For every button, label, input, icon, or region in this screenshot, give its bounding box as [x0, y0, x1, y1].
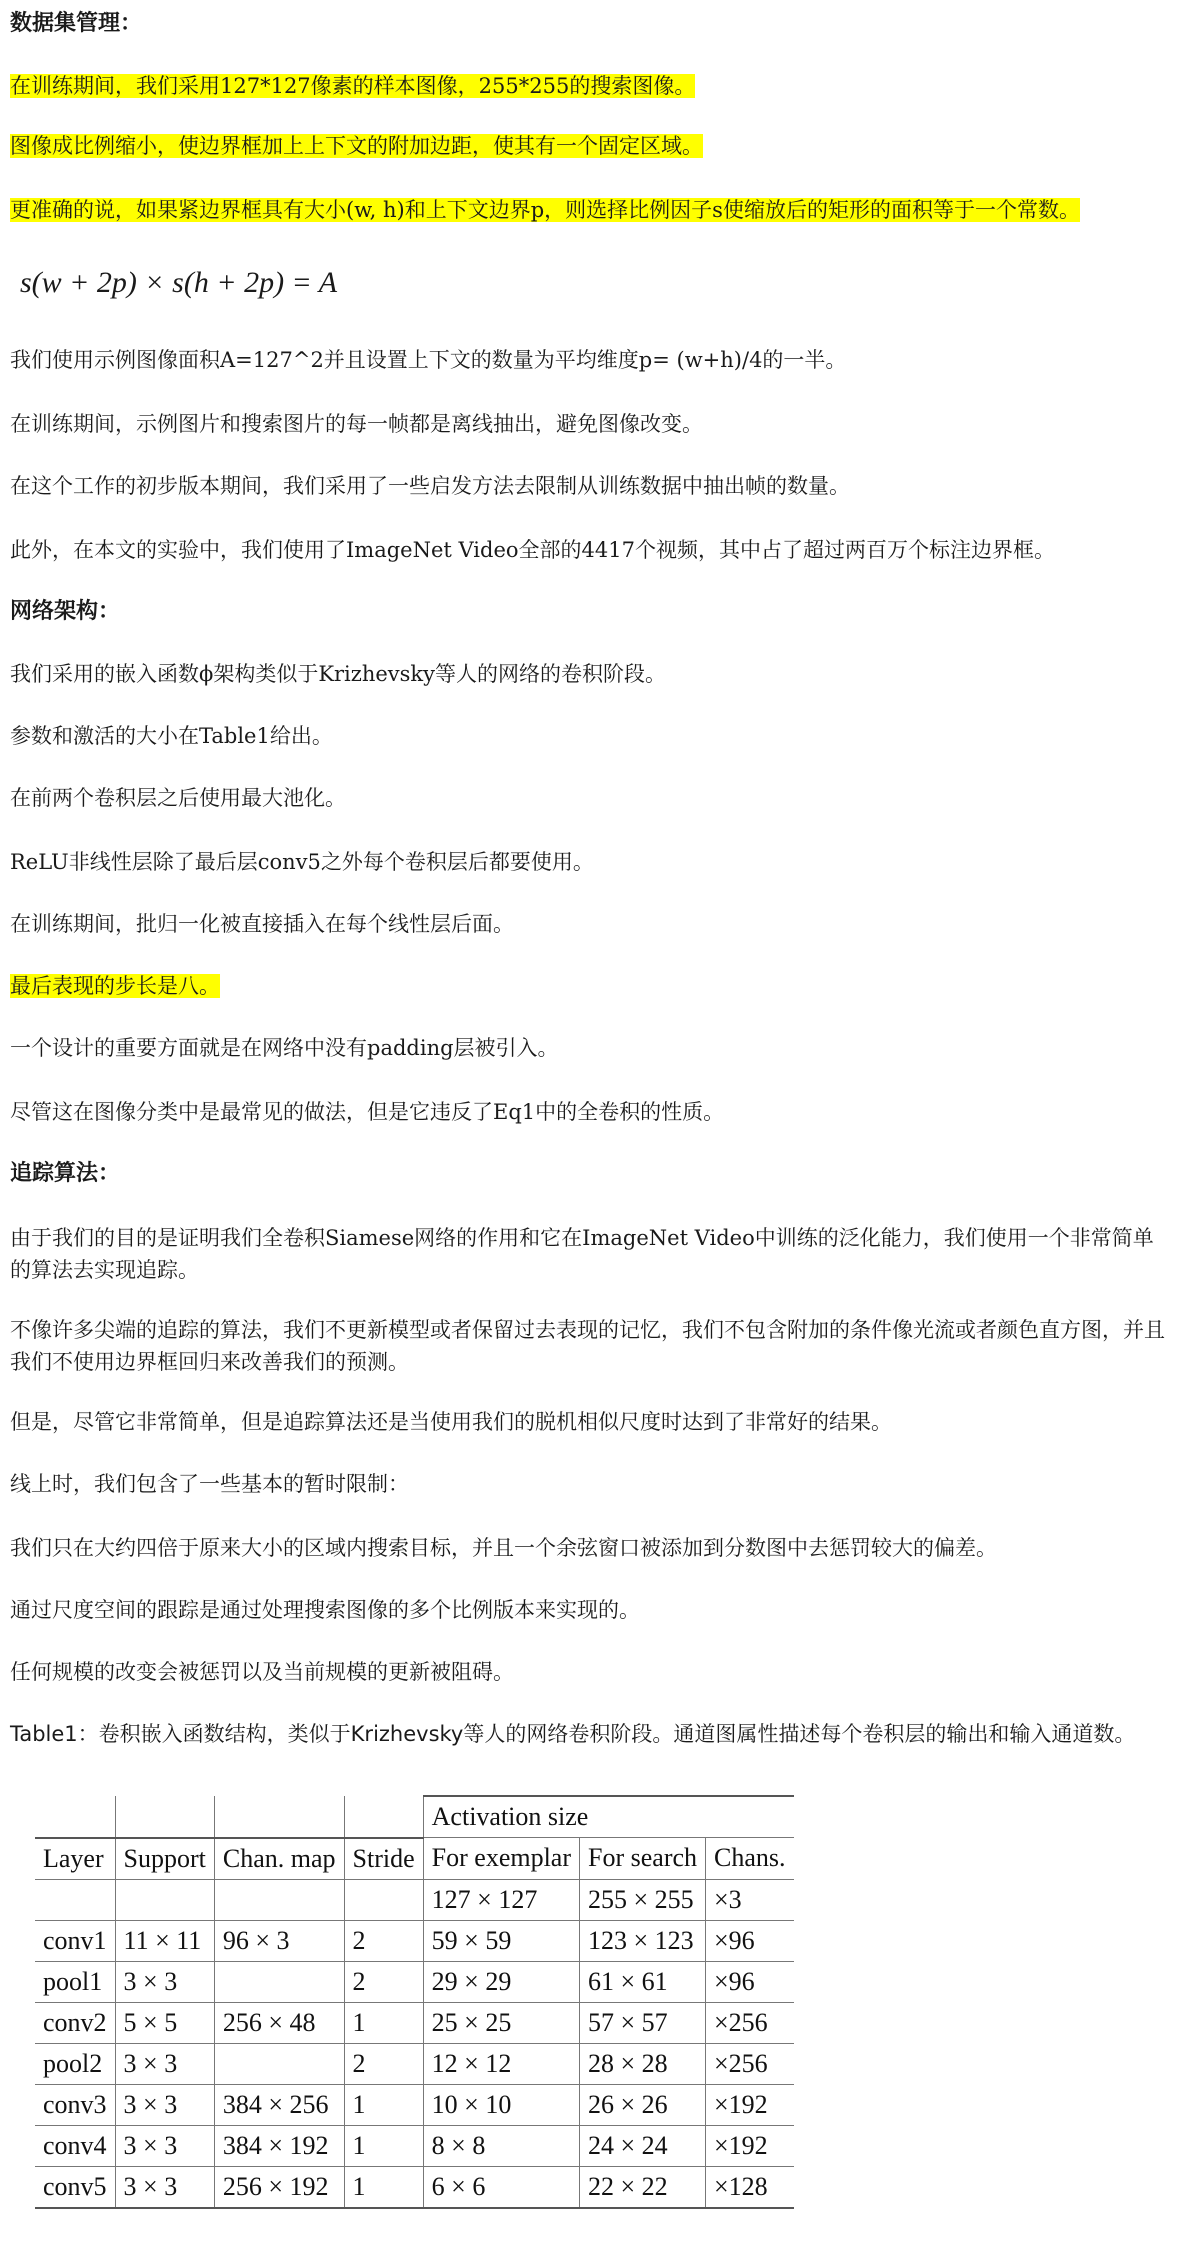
- table-row: [35, 2084, 794, 2125]
- paragraph: 在训练期间，示例图片和搜索图片的每一帧都是离线抽出，避免图像改变。: [10, 412, 703, 436]
- highlighted-text: 更准确的说，如果紧边界框具有大小(w, h)和上下文边界p，则选择比例因子s使缩放后的矩形的面积等于一个常数。: [10, 198, 1080, 222]
- layer-structure-table: [35, 1795, 794, 2209]
- column-header: Chan. map: [214, 1838, 344, 1880]
- paragraph: 在前两个卷积层之后使用最大池化。: [10, 786, 346, 810]
- table-cell: ×128: [706, 2166, 794, 2208]
- table-caption: Table1：卷积嵌入函数结构，类似于Krizhevsky等人的网络卷积阶段。通道图属性描述每个卷积层的输出和输入通道数。: [10, 1722, 1136, 1746]
- paragraph: [10, 194, 1170, 226]
- table-cell: conv2: [35, 2002, 115, 2043]
- column-header: Layer: [35, 1838, 115, 1880]
- table-cell: [214, 1879, 344, 1920]
- table-cell: 57 × 57: [580, 2002, 706, 2043]
- table-cell: 6 × 6: [423, 2166, 579, 2208]
- table-cell: 22 × 22: [580, 2166, 706, 2208]
- table-cell: ×192: [706, 2084, 794, 2125]
- paragraph: 在训练期间，批归一化被直接插入在每个线性层后面。: [10, 912, 514, 936]
- table-row: [35, 2125, 794, 2166]
- column-header: Stride: [344, 1838, 423, 1880]
- activation-size-header: Activation size: [423, 1796, 793, 1838]
- paragraph: 由于我们的目的是证明我们全卷积Siamese网络的作用和它在ImageNet Video中训练的泛化能力，我们使用一个非常简单的算法去实现追踪。: [10, 1226, 1154, 1282]
- table-cell: 26 × 26: [580, 2084, 706, 2125]
- section-heading-network: 网络架构：: [10, 598, 121, 624]
- table-cell: 384 × 192: [214, 2125, 344, 2166]
- table-cell: 2: [344, 1961, 423, 2002]
- table-cell: 1: [344, 2125, 423, 2166]
- table-cell: 3 × 3: [115, 2043, 214, 2084]
- section-heading-dataset: 数据集管理：: [10, 10, 143, 36]
- highlighted-text: 最后表现的步长是八。: [10, 974, 220, 998]
- header-spacer: [115, 1796, 214, 1838]
- table-cell: [214, 2043, 344, 2084]
- table-cell: 28 × 28: [580, 2043, 706, 2084]
- paragraph: 一个设计的重要方面就是在网络中没有padding层被引入。: [10, 1036, 559, 1060]
- table-cell: 2: [344, 1920, 423, 1961]
- table-cell: [35, 1879, 115, 1920]
- table-cell: pool1: [35, 1961, 115, 2002]
- column-header: For search: [580, 1838, 706, 1880]
- table-cell: conv4: [35, 2125, 115, 2166]
- highlighted-text: 在训练期间，我们采用127*127像素的样本图像，255*255的搜索图像。: [10, 74, 696, 98]
- table-cell: 25 × 25: [423, 2002, 579, 2043]
- column-header: For exemplar: [423, 1838, 579, 1880]
- table-cell: 1: [344, 2084, 423, 2125]
- table-cell: ×192: [706, 2125, 794, 2166]
- table-cell: pool2: [35, 2043, 115, 2084]
- table-cell: conv3: [35, 2084, 115, 2125]
- table-cell: 3 × 3: [115, 2125, 214, 2166]
- paragraph: [10, 70, 1170, 102]
- table-cell: 123 × 123: [580, 1920, 706, 1961]
- table-header-row: [35, 1838, 794, 1880]
- table-cell: [214, 1961, 344, 2002]
- table-cell: [115, 1879, 214, 1920]
- table-row-input: [35, 1879, 794, 1920]
- table-cell: 2: [344, 2043, 423, 2084]
- table-cell: 12 × 12: [423, 2043, 579, 2084]
- table-cell: 3 × 3: [115, 2084, 214, 2125]
- table-cell: 8 × 8: [423, 2125, 579, 2166]
- table-cell: [344, 1879, 423, 1920]
- table-cell: 11 × 11: [115, 1920, 214, 1961]
- paragraph: [10, 970, 1170, 1002]
- header-spacer: [214, 1796, 344, 1838]
- column-header: Chans.: [706, 1838, 794, 1880]
- highlighted-text: 图像成比例缩小，使边界框加上上下文的附加边距，使其有一个固定区域。: [10, 134, 703, 158]
- table-cell: 255 × 255: [580, 1879, 706, 1920]
- paragraph: 线上时，我们包含了一些基本的暂时限制：: [10, 1472, 409, 1496]
- table-row: [35, 2043, 794, 2084]
- paragraph: 通过尺度空间的跟踪是通过处理搜索图像的多个比例版本来实现的。: [10, 1598, 640, 1622]
- table-cell: conv5: [35, 2166, 115, 2208]
- paragraph: 不像许多尖端的追踪的算法，我们不更新模型或者保留过去表现的记忆，我们不包含附加的条件像光流或者颜色直方图，并且我们不使用边界框回归来改善我们的预测。: [10, 1318, 1165, 1374]
- table-cell: 3 × 3: [115, 2166, 214, 2208]
- table-cell: 59 × 59: [423, 1920, 579, 1961]
- paragraph: 在这个工作的初步版本期间，我们采用了一些启发方法去限制从训练数据中抽出帧的数量。: [10, 474, 850, 498]
- paragraph: 参数和激活的大小在Table1给出。: [10, 724, 333, 748]
- scale-formula: s(w + 2p) × s(h + 2p) = A: [20, 266, 338, 299]
- table-row: [35, 2002, 794, 2043]
- table-cell: ×96: [706, 1961, 794, 2002]
- table-row: [35, 1961, 794, 2002]
- table-cell: ×256: [706, 2002, 794, 2043]
- table-cell: ×3: [706, 1879, 794, 1920]
- table-cell: ×256: [706, 2043, 794, 2084]
- table-cell: 10 × 10: [423, 2084, 579, 2125]
- table-cell: 256 × 192: [214, 2166, 344, 2208]
- paragraph: 但是，尽管它非常简单，但是追踪算法还是当使用我们的脱机相似尺度时达到了非常好的结果。: [10, 1410, 892, 1434]
- table-cell: 29 × 29: [423, 1961, 579, 2002]
- header-spacer: [35, 1796, 115, 1838]
- table-group-header-row: [35, 1796, 794, 1838]
- table-cell: 3 × 3: [115, 1961, 214, 2002]
- paragraph: 此外，在本文的实验中，我们使用了ImageNet Video全部的4417个视频，其中占了超过两百万个标注边界框。: [10, 538, 1055, 562]
- paragraph: 我们采用的嵌入函数ϕ架构类似于Krizhevsky等人的网络的卷积阶段。: [10, 662, 667, 686]
- table-cell: 256 × 48: [214, 2002, 344, 2043]
- table-cell: 1: [344, 2166, 423, 2208]
- paragraph: 任何规模的改变会被惩罚以及当前规模的更新被阻碍。: [10, 1660, 514, 1684]
- paragraph: 我们使用示例图像面积A=127^2并且设置上下文的数量为平均维度p= (w+h)/4的一半。: [10, 348, 847, 372]
- table-cell: ×96: [706, 1920, 794, 1961]
- column-header: Support: [115, 1838, 214, 1880]
- table-cell: conv1: [35, 1920, 115, 1961]
- table-cell: 384 × 256: [214, 2084, 344, 2125]
- paragraph: 我们只在大约四倍于原来大小的区域内搜索目标，并且一个余弦窗口被添加到分数图中去惩罚较大的偏差。: [10, 1536, 997, 1560]
- table-row: [35, 1920, 794, 1961]
- paragraph: [10, 130, 1170, 162]
- paragraph: ReLU非线性层除了最后层conv5之外每个卷积层后都要使用。: [10, 850, 594, 874]
- table-cell: 96 × 3: [214, 1920, 344, 1961]
- table-row: [35, 2166, 794, 2208]
- section-heading-tracking: 追踪算法：: [10, 1160, 121, 1186]
- table-cell: 24 × 24: [580, 2125, 706, 2166]
- table-cell: 5 × 5: [115, 2002, 214, 2043]
- table-cell: 61 × 61: [580, 1961, 706, 2002]
- paragraph: 尽管这在图像分类中是最常见的做法，但是它违反了Eq1中的全卷积的性质。: [10, 1100, 725, 1124]
- table-cell: 127 × 127: [423, 1879, 579, 1920]
- header-spacer: [344, 1796, 423, 1838]
- table-cell: 1: [344, 2002, 423, 2043]
